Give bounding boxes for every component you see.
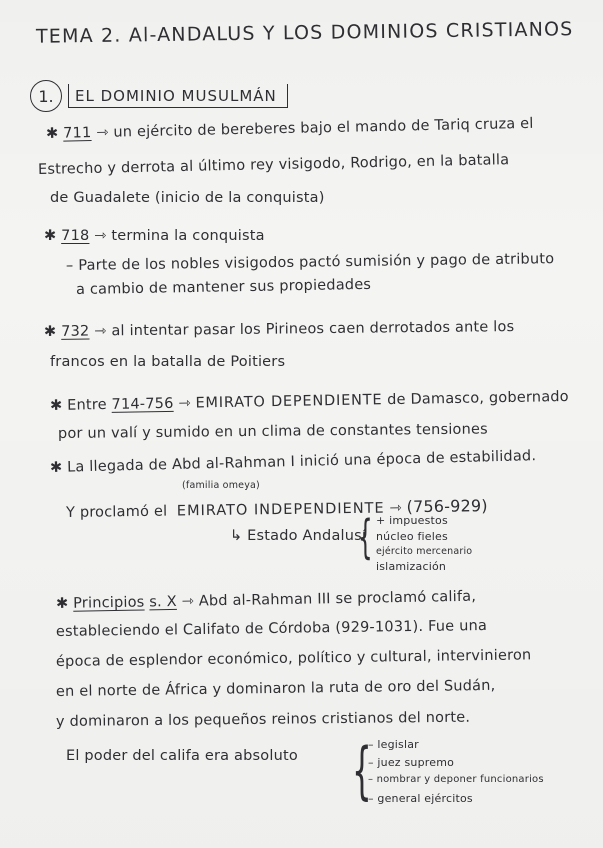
arrow-icon: ⇾ [173, 395, 196, 412]
entry-718-text: termina la conquista [111, 228, 265, 244]
poder-item-1: – legislar [368, 738, 419, 751]
arrow-icon: ⇾ [89, 323, 112, 340]
abd-family-note: (familia omeya) [182, 480, 260, 491]
return-arrow-icon: ↳ [230, 528, 248, 544]
entry-732-line-1 [44, 319, 514, 340]
brace-icon: { [358, 510, 373, 564]
emirato-independiente: EMIRATO INDEPENDIENTE [176, 500, 385, 520]
califato-line-1 [56, 589, 476, 612]
poder-item-2: – juez supremo [368, 756, 455, 769]
entry-714-line-2: por un valí y sumido en un clima de constantes tensiones [57, 421, 488, 442]
asterisk-icon: ✱ [45, 125, 64, 142]
entry-732-line-2: francos en la batalla de Poitiers [50, 354, 286, 370]
page-title: TEMA 2. Al-ANDALUS Y LOS DOMINIOS CRISTIANOS [35, 18, 574, 48]
entry-714-line-1 [50, 389, 569, 414]
entry-711-line-1 [46, 116, 534, 142]
entry-718-date: 718 [61, 228, 90, 244]
arrow-icon: ⇾ [384, 500, 407, 517]
entry-711-date: 711 [63, 125, 92, 142]
section-number: 1. [30, 80, 62, 112]
entry-711-text-1: un ejército de bereberes bajo el mando de Tariq cruza el [113, 115, 534, 141]
emirato-dependiente: EMIRATO DEPENDIENTE [195, 392, 383, 412]
estado-item-1: + impuestos [376, 514, 448, 527]
entry-714-prefix: Entre [67, 397, 107, 414]
asterisk-icon: ✱ [49, 397, 68, 414]
brace-icon: { [352, 734, 372, 807]
estado-andalusi-line [230, 528, 366, 544]
abd-text-1: La llegada de Abd al-Rahman I inició una época de estabilidad. [66, 448, 537, 476]
entry-718-sub-1: – Parte de los nobles visigodos pactó sumisión y pago de atributo [65, 251, 555, 274]
califato-text-1: Abd al-Rahman III se proclamó califa, [198, 588, 477, 610]
asterisk-icon: ✱ [44, 228, 62, 244]
asterisk-icon: ✱ [55, 595, 74, 612]
section-heading: EL DOMINIO MUSULMÁN [68, 84, 288, 108]
estado-item-3: ejército mercenario [376, 546, 473, 557]
califato-line-4: en el norte de África y dominaron la ruta de oro del Sudán, [55, 677, 496, 700]
abd-line-1 [50, 448, 537, 476]
entry-732-text-1: al intentar pasar los Pirineos caen derrotados ante los [111, 319, 515, 340]
section-heading-row [30, 80, 288, 112]
califato-line-5: y dominaron a los pequeños reinos cristianos del norte. [55, 709, 471, 730]
entry-732-date: 732 [61, 323, 90, 340]
califato-line-3: época de esplendor económico, político y cultural, intervinieron [55, 647, 532, 670]
entry-718-line [44, 228, 265, 244]
asterisk-icon: ✱ [49, 459, 68, 476]
califato-line-6: El poder del califa era absoluto [66, 748, 298, 764]
entry-714-rest: de Damasco, gobernado [387, 388, 569, 409]
abd-line-2-prefix: Y proclamó el [65, 503, 168, 521]
emirato-independiente-dates: (756-929) [406, 496, 488, 517]
poder-item-4: – general ejércitos [368, 792, 473, 805]
estado-item-4: islamización [376, 560, 447, 573]
califato-century: s. X [149, 593, 177, 611]
arrow-icon: ⇾ [176, 593, 199, 610]
califato-prefix: Principios [73, 594, 145, 612]
entry-714-date: 714-756 [111, 395, 174, 413]
califato-line-2: estableciendo el Califato de Córdoba (929-1031). Fue una [55, 617, 488, 640]
poder-item-3: – nombrar y deponer funcionarios [368, 774, 544, 785]
estado-andalusi: Estado Andalusí [247, 528, 367, 544]
entry-711-line-2: Estrecho y derrota al último rey visigodo, Rodrigo, en la batalla [37, 152, 510, 178]
arrow-icon: ⇾ [89, 228, 112, 244]
entry-718-sub-2: a cambio de mantener sus propiedades [75, 276, 372, 298]
arrow-icon: ⇾ [91, 124, 114, 142]
entry-711-line-3: de Guadalete (inicio de la conquista) [50, 190, 325, 206]
estado-item-2: núcleo fieles [376, 530, 448, 543]
asterisk-icon: ✱ [43, 323, 62, 340]
